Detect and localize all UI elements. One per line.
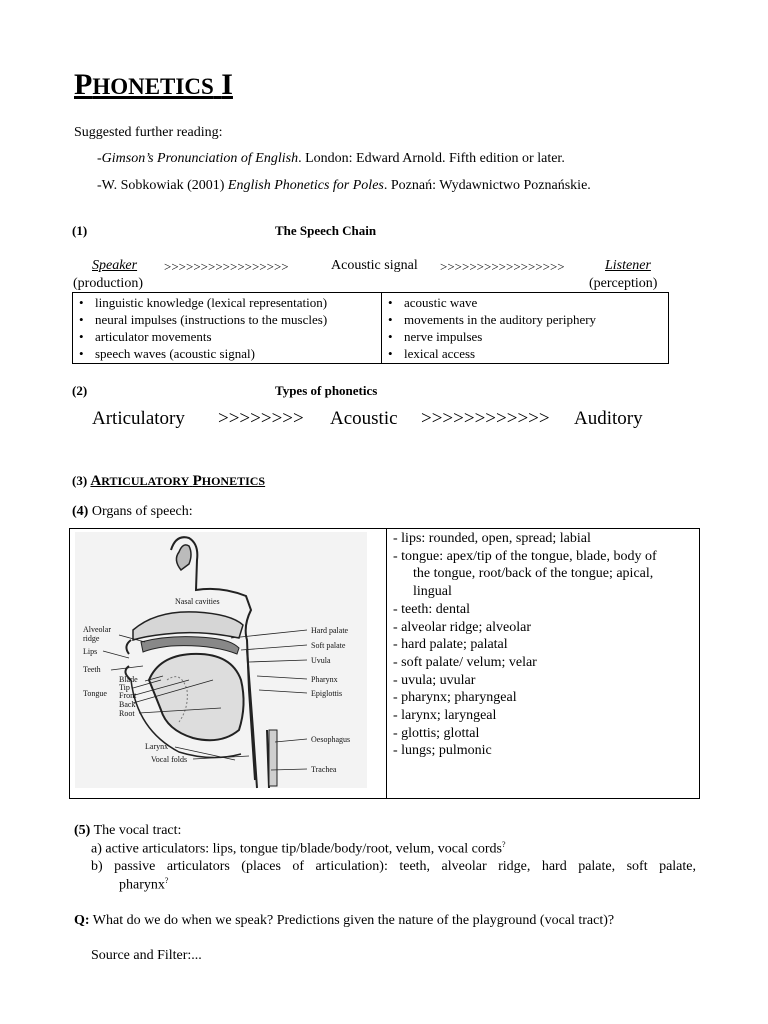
speech-chain-table bbox=[72, 292, 669, 364]
reading-item-gimson: -Gimson’s Pronunciation of English. London: Edward Arnold. Fifth edition or later. bbox=[97, 151, 565, 166]
list-item: • acoustic wave bbox=[386, 294, 664, 311]
list-item: • linguistic knowledge (lexical representation) bbox=[77, 294, 377, 311]
label-teeth: Teeth bbox=[83, 665, 101, 674]
section1-heading: The Speech Chain bbox=[275, 223, 377, 238]
label-blade: Blade bbox=[119, 675, 138, 684]
type-acoustic: Acoustic bbox=[330, 408, 398, 429]
page-title: PHONETICS I bbox=[74, 68, 233, 101]
arrows-2: >>>>>>>>>>>>>>>>> bbox=[440, 259, 565, 274]
label-ridge: ridge bbox=[83, 634, 100, 643]
section1-number: (1) bbox=[72, 223, 88, 238]
reading-item-sobkowiak: -W. Sobkowiak (2001) English Phonetics for Poles. Poznań: Wydawnictwo Poznańskie. bbox=[97, 178, 591, 193]
acoustic-signal-label: Acoustic signal bbox=[331, 258, 418, 273]
list-item: the tongue, root/back of the tongue; apical, bbox=[413, 566, 654, 582]
label-oesophagus: Oesophagus bbox=[311, 735, 351, 744]
list-item: • movements in the auditory periphery bbox=[386, 311, 664, 328]
label-alveolar: Alveolar bbox=[83, 625, 111, 634]
section5-heading: (5) The vocal tract: bbox=[74, 823, 182, 838]
figure-cell bbox=[70, 529, 387, 799]
active-articulators: a) active articulators: lips, tongue tip/blade/body/root, velum, vocal cords? bbox=[91, 840, 506, 857]
list-item: • speech waves (acoustic signal) bbox=[77, 345, 377, 362]
list-item: - alveolar ridge; alveolar bbox=[393, 619, 531, 635]
listener-label: Listener bbox=[605, 258, 651, 273]
label-nasal-cavities: Nasal cavities bbox=[175, 597, 220, 606]
list-item: • articulator movements bbox=[77, 328, 377, 345]
list-item: - larynx; laryngeal bbox=[393, 708, 497, 724]
list-item: - pharynx; pharyngeal bbox=[393, 690, 517, 706]
label-hard-palate: Hard palate bbox=[311, 626, 349, 635]
oesophagus-tube bbox=[269, 730, 277, 786]
perception-label: (perception) bbox=[589, 276, 658, 291]
list-item: - lips: rounded, open, spread; labial bbox=[393, 531, 591, 546]
arrows-1: >>>>>>>>>>>>>>>>> bbox=[164, 259, 289, 274]
types-arrows-1: >>>>>>>> bbox=[218, 408, 304, 429]
list-item: - teeth: dental bbox=[393, 601, 470, 617]
vocal-tract-figure bbox=[71, 530, 381, 792]
organs-list-cell bbox=[387, 529, 700, 799]
label-uvula: Uvula bbox=[311, 656, 331, 665]
label-soft-palate: Soft palate bbox=[311, 641, 346, 650]
label-vocal-folds: Vocal folds bbox=[151, 755, 188, 764]
list-item: - uvula; uvular bbox=[393, 672, 476, 688]
production-cell bbox=[73, 293, 382, 364]
production-label: (production) bbox=[73, 276, 143, 291]
perception-cell bbox=[382, 293, 669, 364]
label-tip: Tip bbox=[119, 683, 130, 692]
label-tongue: Tongue bbox=[83, 689, 107, 698]
list-item: • nerve impulses bbox=[386, 328, 664, 345]
types-arrows-2: >>>>>>>>>>>> bbox=[421, 408, 550, 429]
label-front: Front bbox=[119, 691, 137, 700]
label-trachea: Trachea bbox=[311, 765, 337, 774]
section2-number: (2) bbox=[72, 383, 88, 398]
label-root: Root bbox=[119, 709, 135, 718]
source-filter-line: Source and Filter:... bbox=[91, 948, 202, 963]
section3-heading: (3) ARTICULATORY PHONETICS bbox=[72, 473, 266, 489]
section4-heading: (4) Organs of speech: bbox=[72, 504, 193, 519]
list-item: lingual bbox=[413, 584, 452, 600]
label-pharynx: Pharynx bbox=[311, 675, 338, 684]
passive-articulators: b) passive articulators (places of articulation): teeth, alveolar ridge, hard palate, soft palate, bbox=[91, 859, 696, 874]
label-back: Back bbox=[119, 700, 136, 709]
section2-heading: Types of phonetics bbox=[275, 383, 378, 398]
list-item: - glottis; glottal bbox=[393, 725, 480, 741]
list-item: - tongue: apex/tip of the tongue, blade, body of bbox=[393, 548, 657, 564]
label-lips: Lips bbox=[83, 647, 98, 656]
list-item: • lexical access bbox=[386, 345, 664, 362]
list-item: - hard palate; palatal bbox=[393, 637, 508, 653]
passive-articulators-cont: pharynx? bbox=[119, 876, 169, 893]
organs-table bbox=[69, 528, 700, 799]
list-item: • neural impulses (instructions to the muscles) bbox=[77, 311, 377, 328]
type-auditory: Auditory bbox=[574, 408, 643, 429]
question-line: Q: What do we do when we speak? Predictions given the nature of the playground (vocal tract)? bbox=[74, 913, 615, 928]
list-item: - lungs; pulmonic bbox=[393, 743, 492, 759]
type-articulatory: Articulatory bbox=[92, 408, 185, 429]
label-epiglottis: Epiglottis bbox=[311, 689, 343, 698]
list-item: - soft palate/ velum; velar bbox=[393, 654, 537, 670]
reading-heading: Suggested further reading: bbox=[74, 125, 223, 140]
speaker-label: Speaker bbox=[92, 258, 138, 273]
label-larynx: Larynx bbox=[145, 742, 169, 751]
